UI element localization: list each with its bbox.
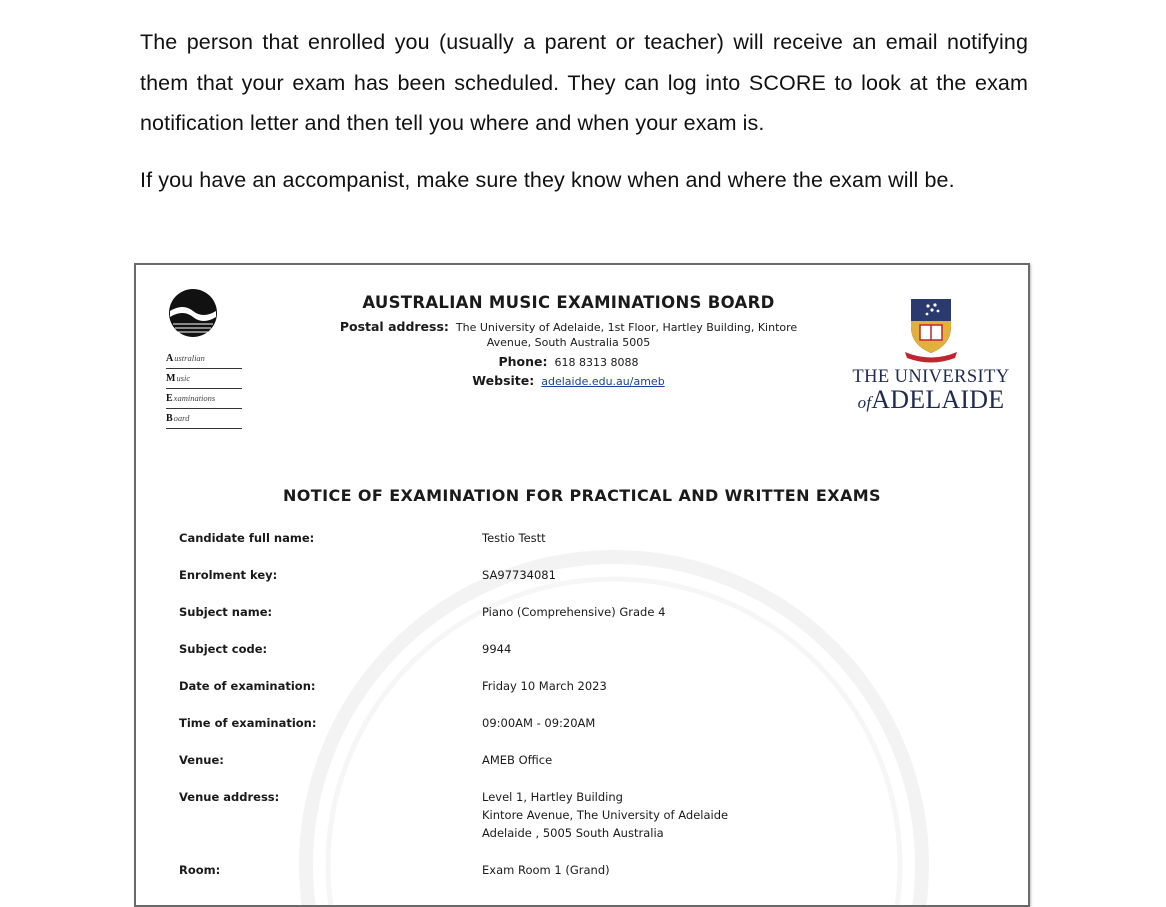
intro-paragraph-2: If you have an accompanist, make sure they know when and where the exam will be. <box>140 167 955 192</box>
ameb-word-board: Board <box>166 409 242 429</box>
ameb-word-examinations: Examinations <box>166 389 242 409</box>
field-subject-code: Subject code: 9944 <box>179 642 512 656</box>
website-label: Website: <box>472 373 535 388</box>
ameb-word-music: Music <box>166 369 242 389</box>
field-exam-time: Time of examination: 09:00AM - 09:20AM <box>179 716 596 730</box>
ameb-logo-words <box>166 349 242 429</box>
organisation-header <box>316 293 821 391</box>
ameb-logo <box>166 287 244 429</box>
field-venue: Venue: AMEB Office <box>179 753 553 767</box>
field-subject-name: Subject name: Piano (Comprehensive) Grade 4 <box>179 605 666 619</box>
postal-address-label: Postal address: <box>339 319 449 334</box>
exam-notice-document <box>134 263 1030 907</box>
university-name-line-2: ofADELAIDE <box>857 385 1005 414</box>
venue-address-line: Kintore Avenue, The University of Adelaide <box>482 808 729 822</box>
ameb-logo-icon <box>167 287 219 339</box>
field-venue-address: Venue address: Level 1, Hartley Building Kintore Avenue, The University of Adelaide Adelaide , 5005 South Australia <box>179 788 979 842</box>
university-logo <box>851 297 1011 416</box>
field-candidate-name: Candidate full name: Testio Testt <box>179 531 546 545</box>
website-line <box>316 372 821 391</box>
ameb-word-australian: Australian <box>166 349 242 369</box>
website-link[interactable]: adelaide.edu.au/ameb <box>541 375 665 388</box>
phone-label: Phone: <box>498 354 548 369</box>
field-enrolment-key: Enrolment key: SA97734081 <box>179 568 556 582</box>
exam-details-table <box>179 529 979 898</box>
venue-address-line: Adelaide , 5005 South Australia <box>482 826 664 840</box>
intro-text <box>140 22 1028 200</box>
organisation-name: AUSTRALIAN MUSIC EXAMINATIONS BOARD <box>362 293 775 312</box>
field-room: Room: Exam Room 1 (Grand) <box>179 863 610 877</box>
intro-paragraph-1: The person that enrolled you (usually a parent or teacher) will receive an email notifying them that your exam has been scheduled. They can log into SCORE to look at the exam notification letter and then tell you where and when your exam is. <box>140 30 1028 135</box>
phone-value: 618 8313 8088 <box>554 356 639 369</box>
university-name-line-1: THE UNIVERSITY <box>852 367 1010 387</box>
notice-title: NOTICE OF EXAMINATION FOR PRACTICAL AND WRITTEN EXAMS <box>283 486 881 505</box>
university-crest-icon <box>903 297 959 363</box>
venue-address-line: Level 1, Hartley Building <box>482 790 623 804</box>
postal-address-value: The University of Adelaide, 1st Floor, Hartley Building, Kintore Avenue, South Australia 5005 <box>455 321 798 349</box>
field-exam-date: Date of examination: Friday 10 March 2023 <box>179 679 607 693</box>
postal-address <box>316 319 821 350</box>
phone-line <box>316 353 821 372</box>
